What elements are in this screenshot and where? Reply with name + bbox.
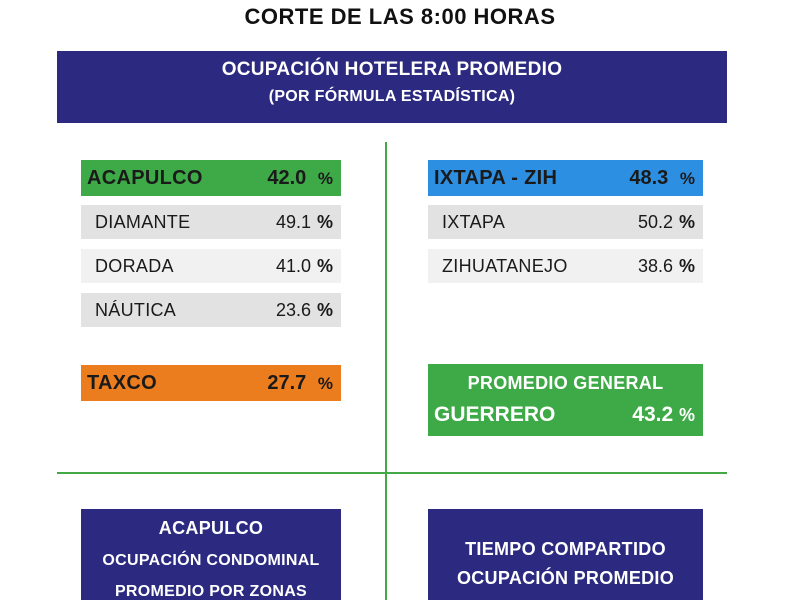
condo-occupancy-box [81,509,341,600]
zone-row-ixtapa [428,205,703,239]
zone-label: IXTAPA [442,211,506,232]
banner-title: OCUPACIÓN HOTELERA PROMEDIO [221,59,563,80]
zone-unit: % [316,299,333,320]
zone-row-diamante [81,205,341,239]
cut-time-title: CORTE DE LAS 8:00 HORAS [244,4,556,29]
ixtapa-header [428,160,703,196]
taxco-label: TAXCO [87,371,158,394]
zone-row-nautica [81,293,341,327]
condo-box-subtitle: OCUPACIÓN CONDOMINAL [102,552,320,569]
guerrero-value: 43.2 [632,403,674,426]
condo-box-note: PROMEDIO POR ZONAS [114,583,308,600]
timeshare-box-subtitle: OCUPACIÓN PROMEDIO [456,568,675,588]
ixtapa-value: 48.3 [629,166,669,189]
general-average-title: PROMEDIO GENERAL [467,373,664,393]
zone-unit: % [678,211,695,232]
banner-subtitle: (POR FÓRMULA ESTADÍSTICA) [268,88,516,105]
condo-box-title: ACAPULCO [158,518,264,538]
zone-label: DORADA [95,255,174,276]
zone-row-dorada [81,249,341,283]
zone-value: 49.1 [275,211,311,232]
acapulco-unit: % [317,168,333,188]
taxco-value: 27.7 [267,371,307,394]
zone-value: 41.0 [275,255,311,276]
zone-row-zihuatanejo [428,249,703,283]
acapulco-label: ACAPULCO [87,166,203,189]
ixtapa-unit: % [679,168,695,188]
guerrero-unit: % [678,405,695,425]
timeshare-box [428,509,703,600]
acapulco-header [81,160,341,196]
main-banner [57,51,727,123]
zone-value: 38.6 [637,255,673,276]
vertical-divider [385,142,387,600]
zone-label: NÁUTICA [95,299,177,320]
taxco-unit: % [317,373,333,393]
zone-label: DIAMANTE [95,211,191,232]
zone-value: 23.6 [275,299,311,320]
guerrero-label: GUERRERO [434,403,556,426]
horizontal-divider [57,472,727,474]
acapulco-value: 42.0 [267,166,307,189]
taxco-header [81,365,341,401]
zone-value: 50.2 [637,211,673,232]
zone-unit: % [316,211,333,232]
zone-unit: % [678,255,695,276]
ixtapa-label: IXTAPA - ZIH [434,166,558,189]
timeshare-box-title: TIEMPO COMPARTIDO [465,539,666,559]
zone-label: ZIHUATANEJO [442,255,568,276]
zone-unit: % [316,255,333,276]
general-average-box [428,364,703,436]
